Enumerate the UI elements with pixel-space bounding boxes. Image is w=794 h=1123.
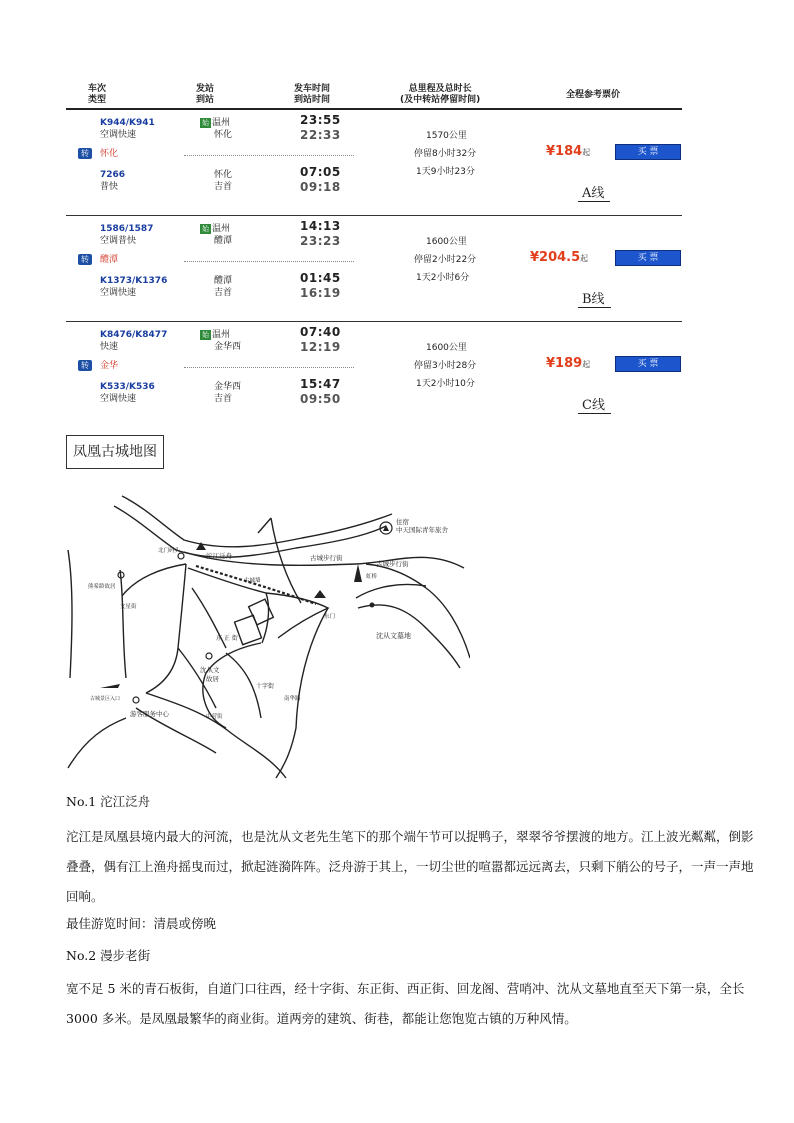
leg1-train-number[interactable]: 1586/1587	[100, 224, 154, 234]
leg2-from-station: 怀化	[214, 170, 233, 180]
map-label-shen-2: 故居	[206, 675, 219, 683]
route-line-label: B线	[578, 288, 611, 308]
leg1-train-number[interactable]: K944/K941	[100, 118, 155, 128]
leg2-arrival-time: 09:50	[300, 392, 341, 406]
transfer-station: 醴潭	[100, 255, 119, 265]
leg2-from-station: 金华西	[214, 382, 242, 392]
map-label-visitor: 游客服务中心	[130, 710, 169, 718]
leg2-train-type: 空调快速	[100, 288, 137, 298]
ticket-price-suffix: 起	[582, 360, 591, 369]
map-label-tuojiang: 沱江泛舟	[206, 552, 232, 560]
transfer-stop-duration: 停留8小时32分	[414, 149, 477, 159]
ticket-price-value: ¥204.5	[530, 250, 581, 265]
ticket-price	[546, 144, 590, 159]
leg1-from-label: 温州	[212, 224, 231, 234]
map-label-entrance: 古城景区入口	[90, 696, 121, 702]
map-label-dongmen: 东门	[324, 614, 336, 620]
leg1-arrival-time: 23:23	[300, 234, 341, 248]
leg1-train-type: 空调快速	[100, 130, 137, 140]
leg2-train-type: 普快	[100, 182, 119, 192]
header-price: 全程参考票价	[566, 90, 621, 100]
route-line-label: A线	[578, 182, 610, 202]
route-block	[66, 110, 682, 216]
transfer-divider	[184, 261, 354, 262]
leg2-train-number[interactable]: K1373/K1376	[100, 276, 168, 286]
fenghuang-old-town-map	[66, 478, 470, 782]
transfer-divider	[184, 367, 354, 368]
map-label-xiong: 熊希龄故居	[88, 584, 116, 590]
leg2-from-station: 醴潭	[214, 276, 233, 286]
leg1-train-type: 快速	[100, 342, 119, 352]
section-paragraph-2: 宽不足 5 米的青石板街，自道门口往西，经十字街、东正街、西正街、回龙阁、营哨冲、沈从文墓地直至天下第一泉，全长 3000 多米。是凤凰最繁华的商业街。道两旁的建筑、街巷，都能让您饱览古镇的万种风情。	[66, 981, 745, 1026]
total-distance: 1570公里	[426, 131, 467, 141]
map-label-hotel-2: 中天国际青年旅舍	[396, 526, 448, 534]
buy-ticket-button[interactable]: 买 票	[615, 144, 681, 160]
total-distance: 1600公里	[426, 343, 467, 353]
leg1-train-number[interactable]: K8476/K8477	[100, 330, 168, 340]
ticket-price-value: ¥184	[546, 144, 583, 159]
leg2-train-type: 空调快速	[100, 394, 137, 404]
leg1-from-station	[200, 223, 230, 235]
total-distance: 1600公里	[426, 237, 467, 247]
leg1-departure-time: 07:40	[300, 325, 341, 339]
leg1-from-station	[200, 329, 230, 341]
transfer-station: 怀化	[100, 149, 119, 159]
leg1-to-station: 金华西	[214, 342, 242, 352]
ticket-price-suffix: 起	[582, 148, 591, 157]
leg2-departure-time: 01:45	[300, 271, 341, 285]
header-distance: 总里程及总时长 (及中转站停留时间)	[400, 84, 481, 105]
map-label-beimen: 北门码头	[158, 548, 181, 554]
map-label-wall: 古城墙	[244, 578, 261, 584]
map-label-shizi: 十字街	[256, 683, 275, 690]
transfer-icon: 转	[78, 254, 92, 265]
transfer-stop-duration: 停留3小时28分	[414, 361, 477, 371]
map-label-hotel-1: 住宿	[396, 518, 409, 526]
section-heading-1: No.1 沱江泛舟	[66, 794, 151, 809]
origin-badge-icon: 始	[202, 118, 209, 127]
leg2-departure-time: 15:47	[300, 377, 341, 391]
leg1-from-station	[200, 117, 230, 129]
map-label-shen-1: 沈从文	[200, 666, 220, 674]
map-label-bridge: 虹桥	[366, 574, 378, 580]
header-time: 发车时间 到站时间	[294, 84, 331, 105]
buy-ticket-button[interactable]: 买 票	[615, 250, 681, 266]
leg1-to-station: 醴潭	[214, 236, 233, 246]
buy-ticket-button[interactable]: 买 票	[615, 356, 681, 372]
ticket-table-header	[66, 84, 682, 110]
transfer-stop-duration: 停留2小时22分	[414, 255, 477, 265]
map-title: 凤凰古城地图	[66, 435, 164, 469]
total-duration: 1天2小时6分	[416, 273, 470, 283]
route-line-label: C线	[578, 394, 611, 414]
header-train: 车次 类型	[88, 84, 107, 105]
best-time: 最佳游览时间：清晨或傍晚	[66, 916, 217, 931]
leg2-to-station: 吉首	[214, 182, 233, 192]
map-label-zhongying: 中营街	[206, 714, 223, 720]
origin-badge-icon: 始	[202, 224, 209, 233]
map-label-tomb: 沈从文墓地	[376, 632, 411, 640]
leg1-departure-time: 23:55	[300, 113, 341, 127]
leg2-to-station: 吉首	[214, 394, 233, 404]
section-heading-2: No.2 漫步老街	[66, 948, 151, 963]
transfer-icon: 转	[78, 360, 92, 371]
leg1-arrival-time: 22:33	[300, 128, 341, 142]
map-label-dongzheng: 东 正 街	[216, 635, 238, 642]
route-block	[66, 216, 682, 322]
transfer-divider	[184, 155, 354, 156]
origin-badge-icon: 始	[202, 330, 209, 339]
leg2-train-number[interactable]: K533/K536	[100, 382, 155, 392]
leg1-to-station: 怀化	[214, 130, 233, 140]
transfer-station: 金华	[100, 361, 119, 371]
total-duration: 1天9小时23分	[416, 167, 475, 177]
leg1-from-label: 温州	[212, 330, 231, 340]
ticket-price	[530, 250, 588, 265]
header-station: 发站 到站	[196, 84, 215, 105]
ticket-price-value: ¥189	[546, 356, 583, 371]
map-label-hotel	[396, 517, 449, 534]
leg1-train-type: 空调普快	[100, 236, 137, 246]
map-label-street2: 古城步行街	[376, 560, 409, 568]
leg2-departure-time: 07:05	[300, 165, 341, 179]
leg2-train-number[interactable]: 7266	[100, 170, 126, 180]
map-label-street1: 古城步行街	[310, 554, 343, 562]
section-paragraph-1: 沱江是凤凰县境内最大的河流，也是沈从文老先生笔下的那个端午节可以捉鸭子，翠翠爷爷摆渡的地方。江上波光粼粼，倒影叠叠，偶有江上渔舟摇曳而过，掀起涟漪阵阵。泛舟游于其上，一切尘世的喧嚣都远远离去，只剩下艄公的号子，一声一声地回响。	[66, 829, 754, 904]
leg2-arrival-time: 09:18	[300, 180, 341, 194]
map-label-shen	[200, 665, 220, 683]
map-label-nanhua: 南华路	[284, 696, 301, 702]
leg2-arrival-time: 16:19	[300, 286, 341, 300]
map-label-wenxing: 文星街	[120, 604, 137, 610]
leg1-from-label: 温州	[212, 118, 231, 128]
route-block	[66, 322, 682, 416]
leg1-departure-time: 14:13	[300, 219, 341, 233]
transfer-icon: 转	[78, 148, 92, 159]
leg2-to-station: 吉首	[214, 288, 233, 298]
leg1-arrival-time: 12:19	[300, 340, 341, 354]
ticket-price	[546, 356, 590, 371]
total-duration: 1天2小时10分	[416, 379, 475, 389]
ticket-price-suffix: 起	[580, 254, 589, 263]
